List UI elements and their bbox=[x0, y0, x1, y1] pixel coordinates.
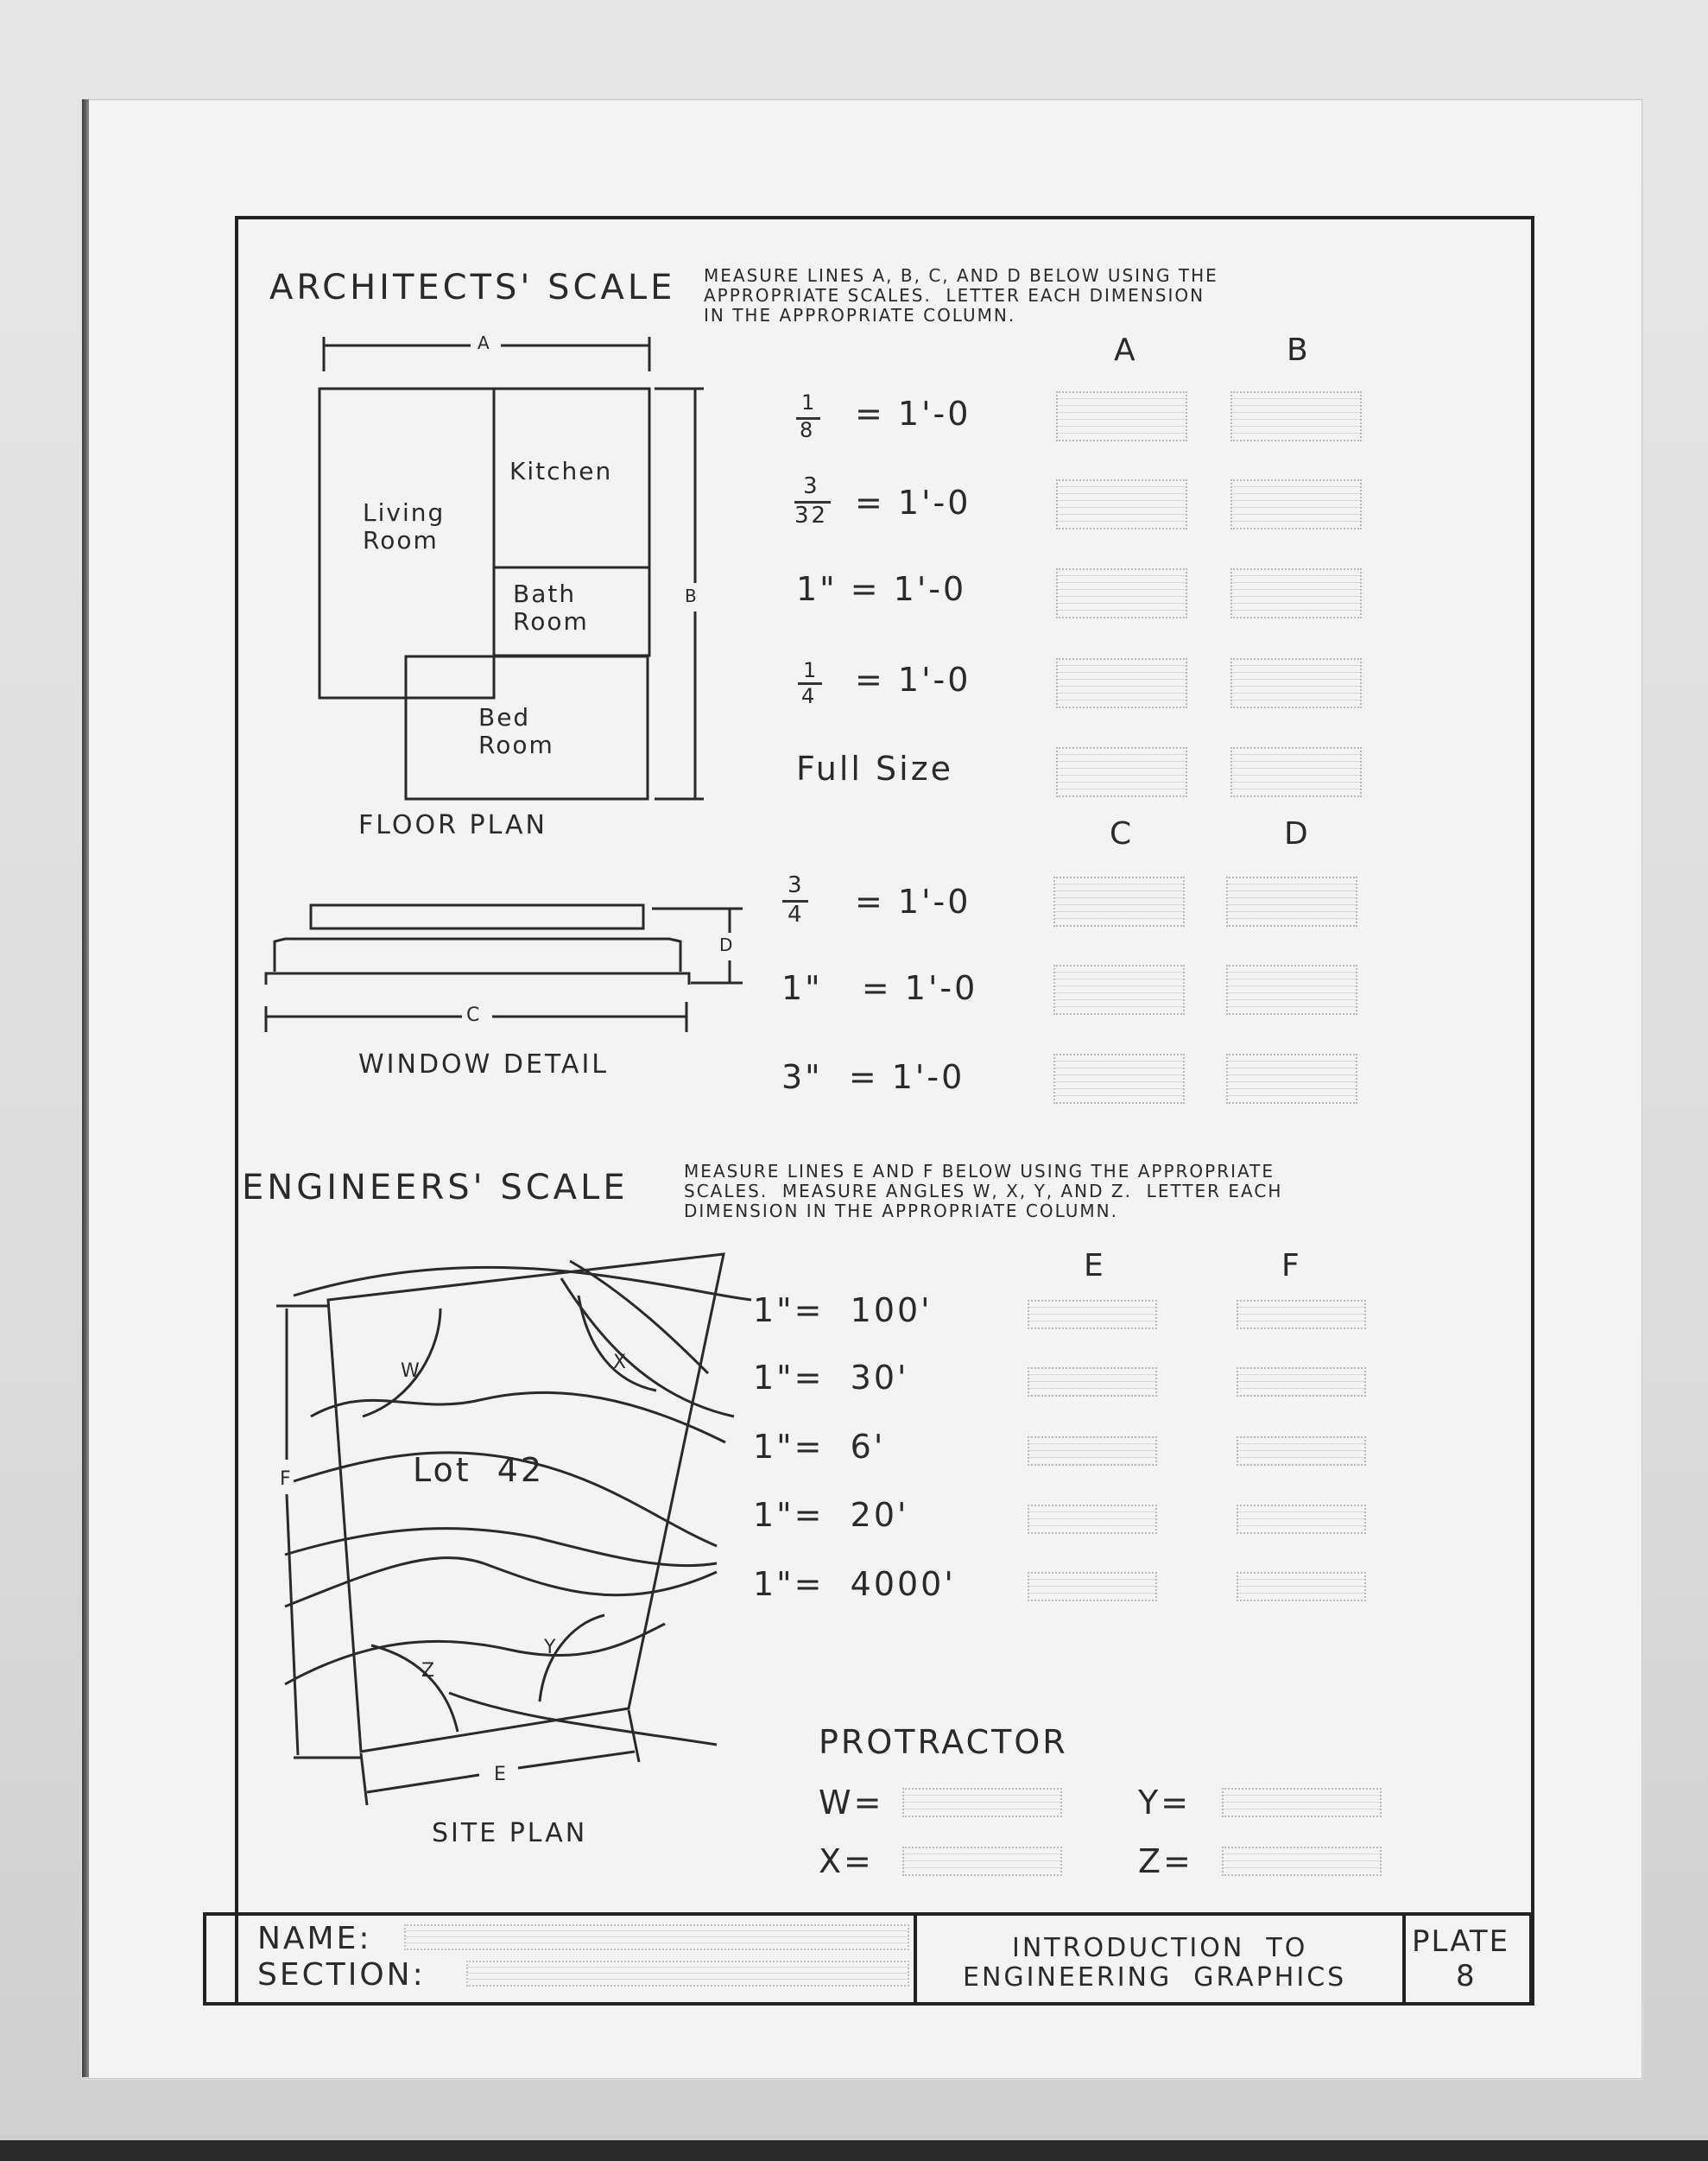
window-frame bbox=[275, 939, 680, 972]
title-block-divider-2 bbox=[1402, 1912, 1406, 2006]
answer-e-3[interactable] bbox=[1028, 1436, 1157, 1466]
architects-instruction-line-1: MEASURE LINES A, B, C, AND D BELOW USING THE bbox=[704, 265, 1218, 286]
column-d-header: D bbox=[1284, 816, 1308, 852]
lot-42-boundary bbox=[328, 1254, 724, 1752]
plate-number: 8 bbox=[1456, 1959, 1475, 1993]
dim-e-line-right bbox=[518, 1752, 635, 1768]
course-title-line-2: ENGINEERING GRAPHICS bbox=[963, 1962, 1347, 1993]
scale-row-full-size: Full Size bbox=[796, 750, 954, 788]
protractor-z-label: Z= bbox=[1138, 1842, 1193, 1880]
window-detail-title: WINDOW DETAIL bbox=[358, 1049, 610, 1080]
dim-c-label: C bbox=[466, 1004, 480, 1026]
architects-heading: ARCHITECTS' SCALE bbox=[269, 268, 676, 307]
course-title-line-1: INTRODUCTION TO bbox=[1012, 1933, 1308, 1963]
angle-z-arc bbox=[371, 1645, 458, 1732]
monitor-bezel bbox=[0, 2140, 1708, 2161]
engineers-instruction-line-1: MEASURE LINES E AND F BELOW USING THE APPROPRIATE bbox=[684, 1161, 1275, 1182]
answer-w[interactable] bbox=[902, 1788, 1062, 1817]
angle-z-label: Z bbox=[421, 1660, 435, 1682]
bed-room-label-2: Room bbox=[478, 731, 554, 759]
dim-f-label: F bbox=[280, 1468, 291, 1490]
column-f-header: F bbox=[1281, 1248, 1300, 1283]
answer-f-4[interactable] bbox=[1237, 1505, 1366, 1534]
answer-f-5[interactable] bbox=[1237, 1572, 1366, 1601]
eng-scale-6: 1"= 6' bbox=[753, 1428, 886, 1466]
eng-scale-30: 1"= 30' bbox=[753, 1359, 909, 1397]
dim-b-label: B bbox=[685, 586, 697, 606]
scale-row-3in: 3" = 1'-0 bbox=[781, 1058, 965, 1096]
living-room-label-2: Room bbox=[363, 526, 439, 555]
answer-e-2[interactable] bbox=[1028, 1367, 1157, 1397]
angle-x-label: X bbox=[613, 1352, 627, 1373]
eng-scale-4000: 1"= 4000' bbox=[753, 1565, 956, 1603]
column-e-header: E bbox=[1084, 1248, 1104, 1283]
column-c-header: C bbox=[1110, 816, 1132, 852]
section-label: SECTION: bbox=[257, 1957, 426, 1993]
eng-scale-20: 1"= 20' bbox=[753, 1496, 909, 1534]
answer-e-5[interactable] bbox=[1028, 1572, 1157, 1601]
bath-room-label-1: Bath bbox=[513, 580, 577, 608]
engineers-instruction-line-3: DIMENSION IN THE APPROPRIATE COLUMN. bbox=[684, 1201, 1118, 1221]
dim-f-line-bottom bbox=[287, 1494, 298, 1755]
scale-row-1in-cd: 1" = 1'-0 bbox=[781, 969, 978, 1007]
bed-room-label-1: Bed bbox=[478, 703, 531, 732]
answer-e-1[interactable] bbox=[1028, 1300, 1157, 1329]
protractor-title: PROTRACTOR bbox=[819, 1723, 1068, 1761]
column-b-header: B bbox=[1287, 333, 1308, 368]
dim-d-label: D bbox=[719, 935, 733, 955]
eng-scale-100: 1"= 100' bbox=[753, 1291, 933, 1329]
architects-instruction-line-2: APPROPRIATE SCALES. LETTER EACH DIMENSION bbox=[704, 285, 1205, 306]
dim-e-line-left bbox=[367, 1775, 479, 1792]
engineers-heading: ENGINEERS' SCALE bbox=[242, 1168, 629, 1207]
site-plan-title: SITE PLAN bbox=[432, 1818, 588, 1848]
answer-f-3[interactable] bbox=[1237, 1436, 1366, 1466]
plate-label: PLATE bbox=[1412, 1924, 1510, 1959]
title-block-divider-1 bbox=[914, 1912, 917, 2006]
angle-y-label: Y bbox=[544, 1637, 556, 1658]
answer-f-1[interactable] bbox=[1237, 1300, 1366, 1329]
column-a-header: A bbox=[1114, 333, 1136, 368]
bath-room-label-2: Room bbox=[513, 607, 589, 636]
dim-e-label: E bbox=[494, 1764, 506, 1785]
protractor-w-label: W= bbox=[819, 1784, 884, 1822]
engineers-instruction-line-2: SCALES. MEASURE ANGLES W, X, Y, AND Z. LETTER EACH bbox=[684, 1181, 1283, 1201]
answer-x[interactable] bbox=[902, 1847, 1062, 1876]
answer-e-4[interactable] bbox=[1028, 1505, 1157, 1534]
dim-a-label: A bbox=[478, 333, 490, 353]
floor-plan-title: FLOOR PLAN bbox=[358, 810, 547, 840]
answer-y[interactable] bbox=[1222, 1788, 1382, 1817]
protractor-y-label: Y= bbox=[1138, 1784, 1192, 1822]
name-label: NAME: bbox=[257, 1921, 372, 1956]
lot-42-label: Lot 42 bbox=[413, 1451, 545, 1489]
scale-row-1in: 1" = 1'-0 bbox=[796, 570, 967, 608]
kitchen-label: Kitchen bbox=[509, 457, 613, 485]
angle-y-arc bbox=[540, 1615, 604, 1702]
architects-instruction-line-3: IN THE APPROPRIATE COLUMN. bbox=[704, 305, 1016, 326]
protractor-x-label: X= bbox=[819, 1842, 874, 1880]
name-field[interactable] bbox=[404, 1924, 909, 1950]
answer-f-2[interactable] bbox=[1237, 1367, 1366, 1397]
answer-z[interactable] bbox=[1222, 1847, 1382, 1876]
section-field[interactable] bbox=[466, 1961, 909, 1987]
angle-w-label: W bbox=[401, 1360, 420, 1382]
living-room-label-1: Living bbox=[363, 498, 446, 527]
window-top-sill bbox=[311, 905, 643, 928]
